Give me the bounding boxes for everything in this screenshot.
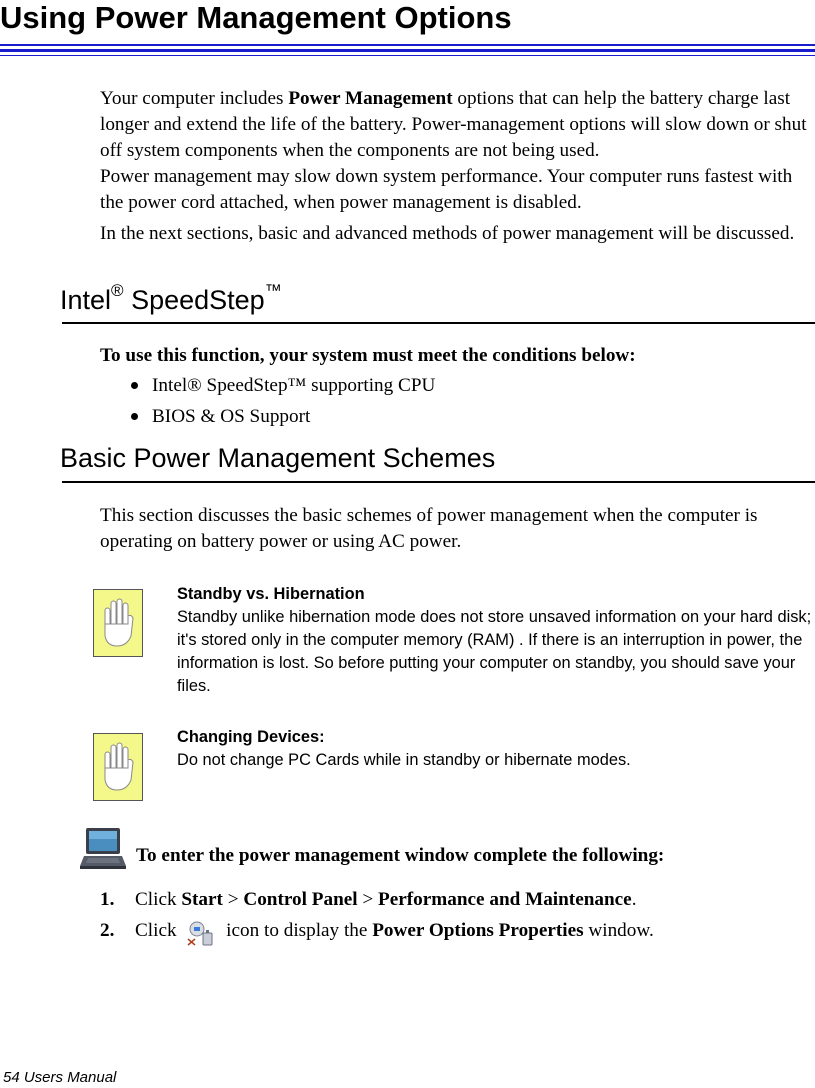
heading-text: SpeedStep [123,285,265,315]
step-number: 2. [100,920,115,941]
title-rule [0,44,815,57]
page-title: Using Power Management Options [0,0,512,35]
bullet-icon [131,413,138,420]
list-item: Intel® SpeedStep™ supporting CPU [152,375,436,396]
bullet-icon [131,382,138,389]
step-text: Click [135,889,182,910]
registered-mark: ® [111,281,124,300]
menu-performance-maintenance: Performance and Maintenance [378,889,632,910]
heading-text: Intel [60,285,112,315]
trademark-mark: ™ [264,281,282,300]
basic-schemes-rule [62,481,815,483]
intro-bold-term: Power Management [288,88,453,109]
note-title: Changing Devices: [177,728,325,746]
note-title: Standby vs. Hibernation [177,585,365,603]
step-separator: > [222,889,244,910]
note-body: Standby unlike hibernation mode does not store unsaved information on your hard disk; it's stored only in the computer memory (RAM) . If there is an interruption in power, the information is lost. So before putting your computer on standby, you should save your files. [177,608,812,695]
speedstep-lead: To use this function, your system must meet the conditions below: [100,345,636,366]
basic-schemes-text: This section discusses the basic schemes of power management when the computer is operating on battery power or using AC power. [100,505,758,552]
step-text: icon to display the [221,920,373,941]
speedstep-heading [60,281,282,316]
intro-text: Your computer includes [100,88,289,109]
list-item: BIOS & OS Support [152,406,311,427]
step-1-text [135,887,636,913]
stop-hand-icon [93,733,143,801]
intro-paragraph-2: Power management may slow down system performance. Your computer runs fastest with the power cord attached, when power management is disabled. [100,166,793,213]
intro-paragraph-1 [100,86,815,164]
step-text: window. [583,920,654,941]
note-changing-devices [177,726,815,772]
procedure-heading: To enter the power management window complete the following: [136,845,665,866]
menu-control-panel: Control Panel [243,889,358,910]
laptop-icon [80,826,126,874]
step-text: . [631,889,637,910]
step-separator: > [357,889,379,910]
stop-hand-icon [93,589,143,657]
menu-start: Start [181,889,223,910]
intro-paragraph-3: In the next sections, basic and advanced methods of power management will be discussed. [100,223,795,244]
basic-schemes-heading: Basic Power Management Schemes [60,443,496,473]
power-options-properties: Power Options Properties [372,920,584,941]
page-footer: 54 Users Manual [3,1069,117,1086]
speedstep-rule [62,322,815,324]
step-2-text [135,918,654,945]
note-standby [177,583,815,698]
step-text: Click [135,920,182,941]
note-body: Do not change PC Cards while in standby or hibernate modes. [177,751,631,769]
step-number: 1. [100,889,115,910]
intro-text: options that can help the battery charge last longer and extend the life of the battery. Power-management options will slow down or shut off system components when the components are not being used. [100,88,807,161]
power-options-icon [183,919,219,945]
